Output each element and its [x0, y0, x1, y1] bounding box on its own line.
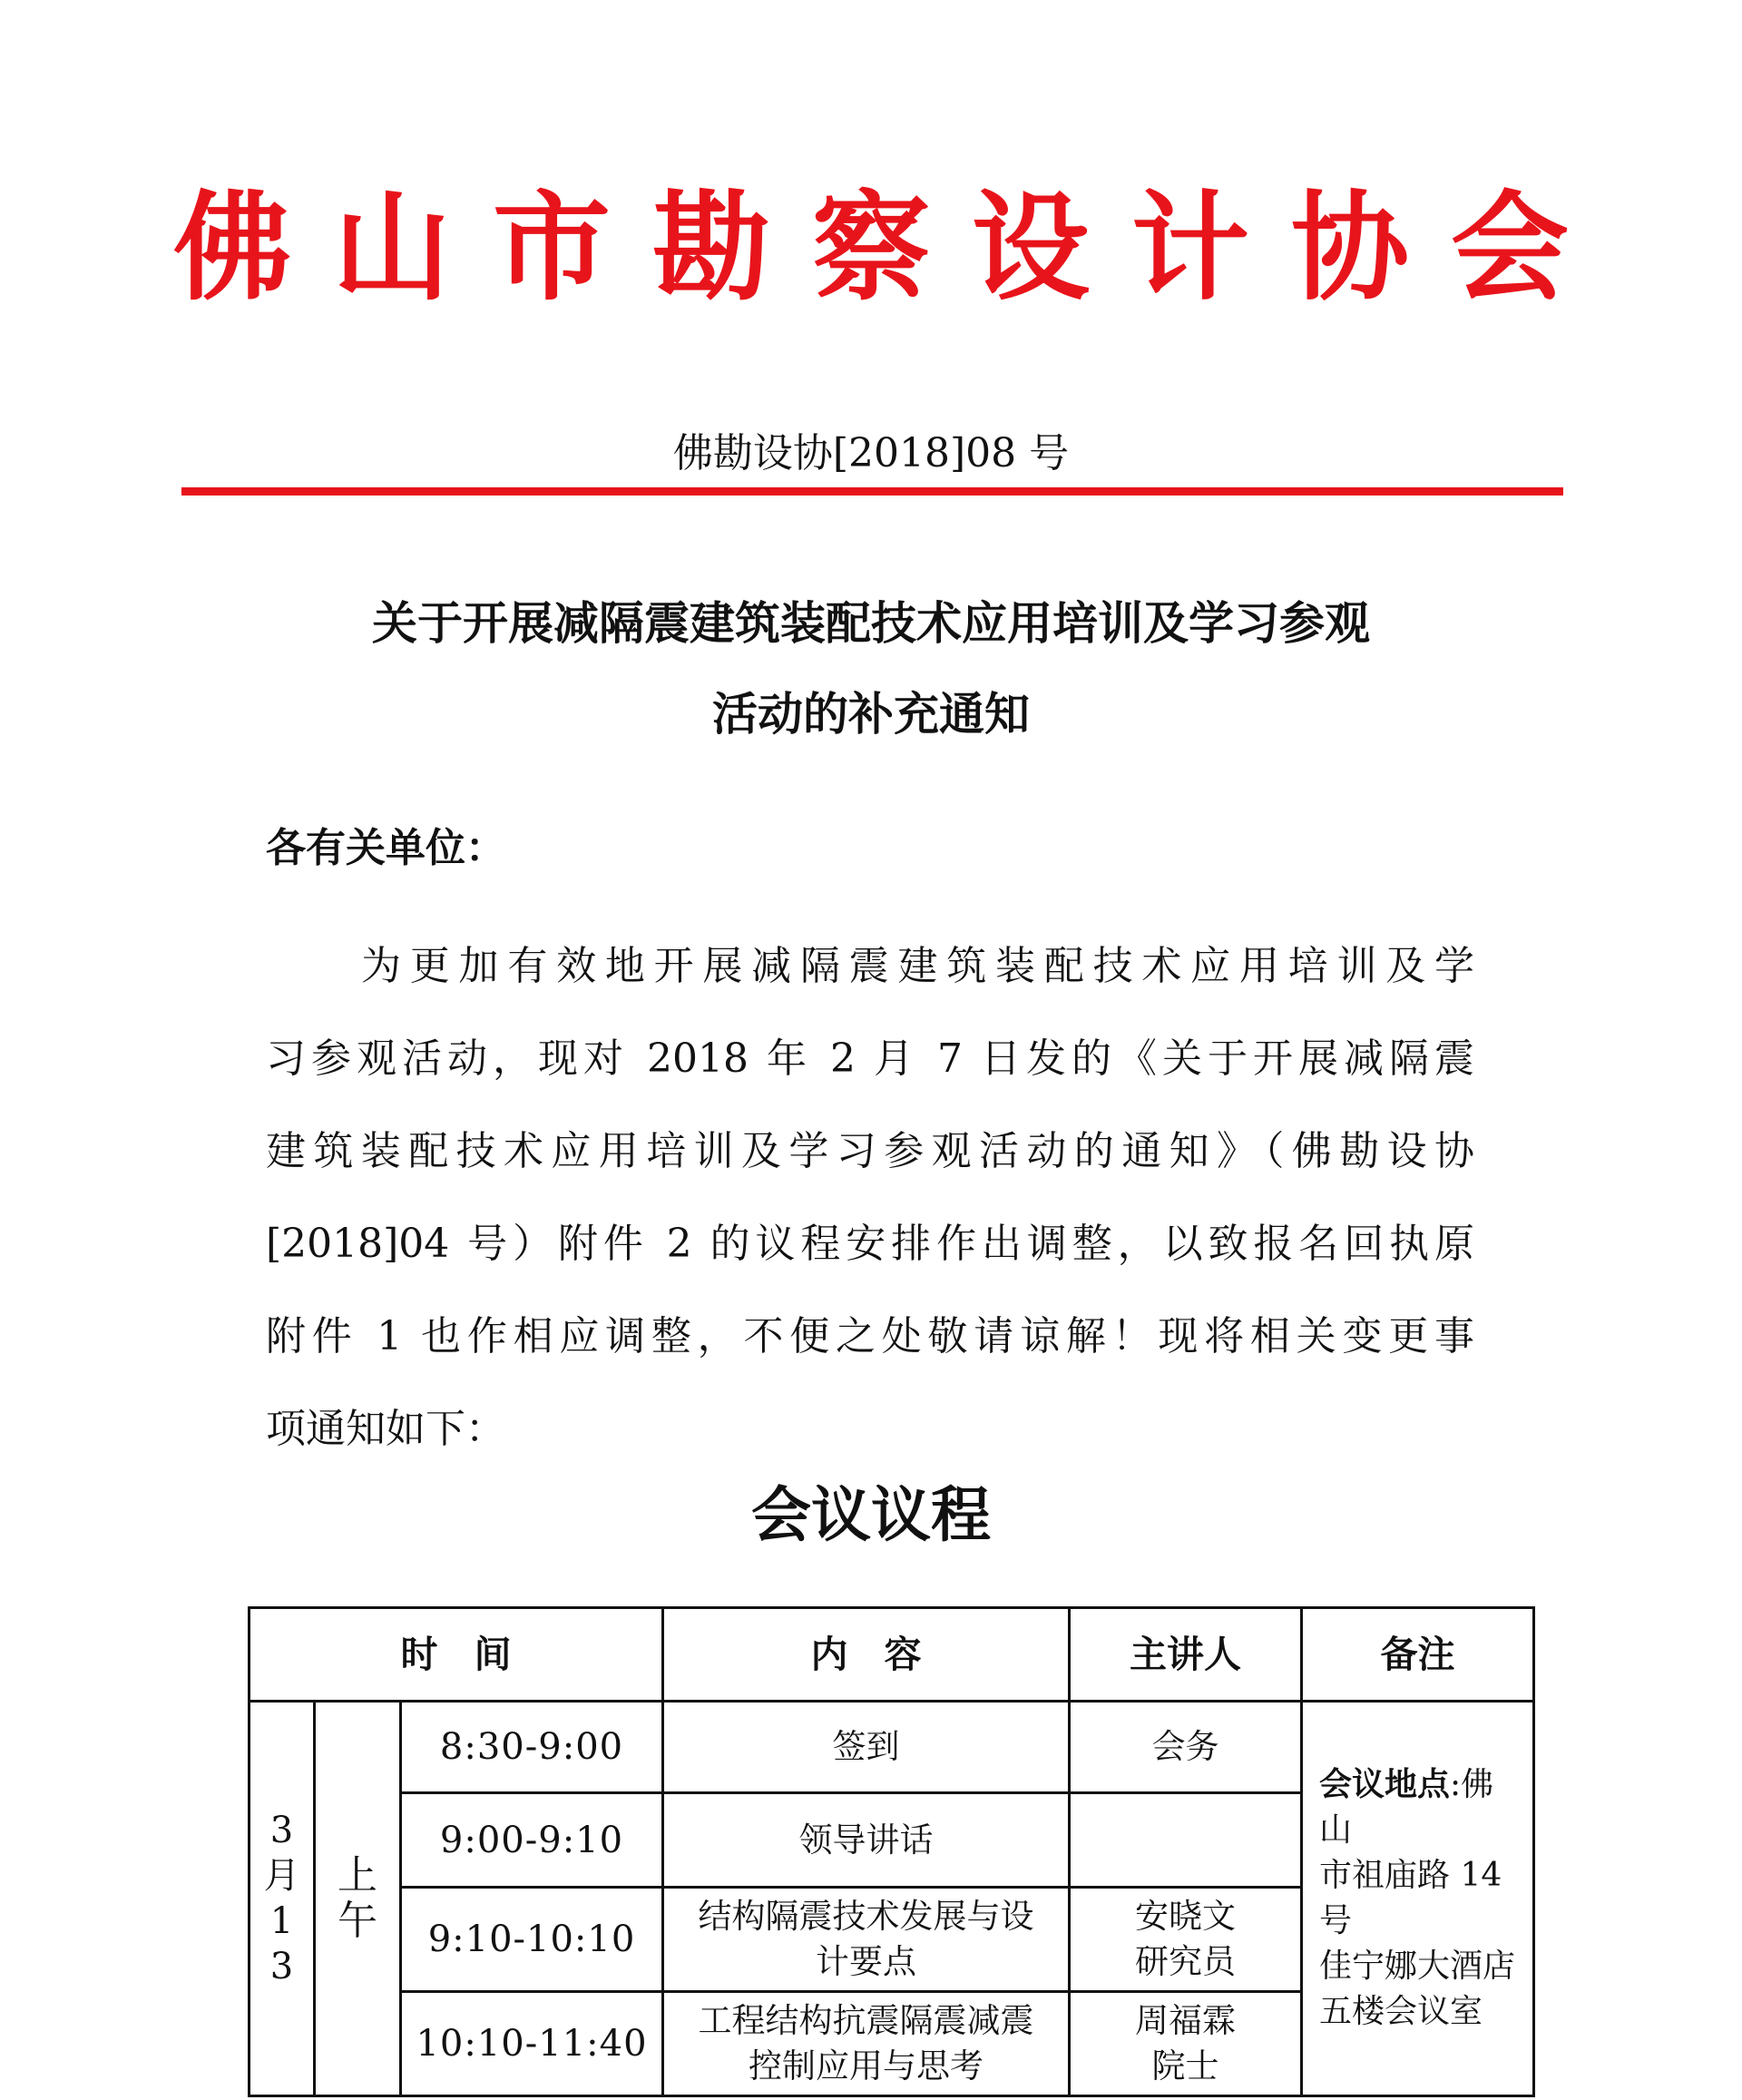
header-note: 备注	[1302, 1608, 1534, 1702]
speaker-cell: 会务	[1070, 1702, 1302, 1793]
note-cell: 会议地点:佛山 市祖庙路 14 号 佳宁娜大酒店 五楼会议室	[1302, 1702, 1534, 2096]
time-cell: 9:00-9:10	[401, 1793, 663, 1888]
date-cell: 3 月 1 3	[250, 1702, 315, 2096]
agenda-title: 会议议程	[751, 1480, 991, 1550]
header-speaker: 主讲人	[1070, 1608, 1302, 1702]
body-paragraph-line: 附件 1 也作相应调整，不便之处敬请谅解！现将相关变更事	[266, 1313, 1474, 1359]
header-time: 时间	[250, 1608, 663, 1702]
notice-title-line-1: 关于开展减隔震建筑装配技术应用培训及学习参观	[372, 597, 1370, 650]
content-cell: 工程结构抗震隔震减震 控制应用与思考	[663, 1992, 1070, 2096]
header-content: 内容	[663, 1608, 1070, 1702]
time-cell: 8:30-9:00	[401, 1702, 663, 1793]
content-cell: 签到	[663, 1702, 1070, 1793]
body-paragraph-line: 为更加有效地开展减隔震建筑装配技术应用培训及学	[361, 943, 1474, 989]
speaker-cell: 安晓文 研究员	[1070, 1888, 1302, 1992]
time-cell: 10:10-11:40	[401, 1992, 663, 2096]
body-paragraph-line: 建筑装配技术应用培训及学习参观活动的通知》（佛勘设协	[266, 1128, 1474, 1174]
note-label: 会议地点	[1319, 1766, 1451, 1803]
agenda-header-row	[250, 1608, 1534, 1702]
speaker-cell	[1070, 1793, 1302, 1888]
body-paragraph-line: 习参观活动，现对 2018 年 2 月 7 日发的《关于开展减隔震	[266, 1035, 1474, 1082]
speaker-cell: 周福霖 院士	[1070, 1992, 1302, 2096]
letterhead-red-rule	[181, 487, 1563, 496]
time-cell: 9:10-10:10	[401, 1888, 663, 1992]
period-cell: 上 午	[315, 1702, 401, 2096]
content-cell: 领导讲话	[663, 1793, 1070, 1888]
table-row	[250, 1702, 1534, 1793]
content-cell: 结构隔震技术发展与设 计要点	[663, 1888, 1070, 1992]
letterhead-organization: 佛山市勘察设计协会	[172, 179, 1610, 317]
agenda-table	[248, 1606, 1535, 2097]
document-number: 佛勘设协[2018]08 号	[672, 430, 1070, 476]
notice-title-line-2: 活动的补充通知	[712, 688, 1030, 741]
body-paragraph-line: [2018]04 号）附件 2 的议程安排作出调整，以致报名回执原	[266, 1221, 1474, 1267]
body-paragraph-line: 项通知如下：	[266, 1406, 505, 1452]
salutation: 各有关单位：	[266, 825, 505, 871]
